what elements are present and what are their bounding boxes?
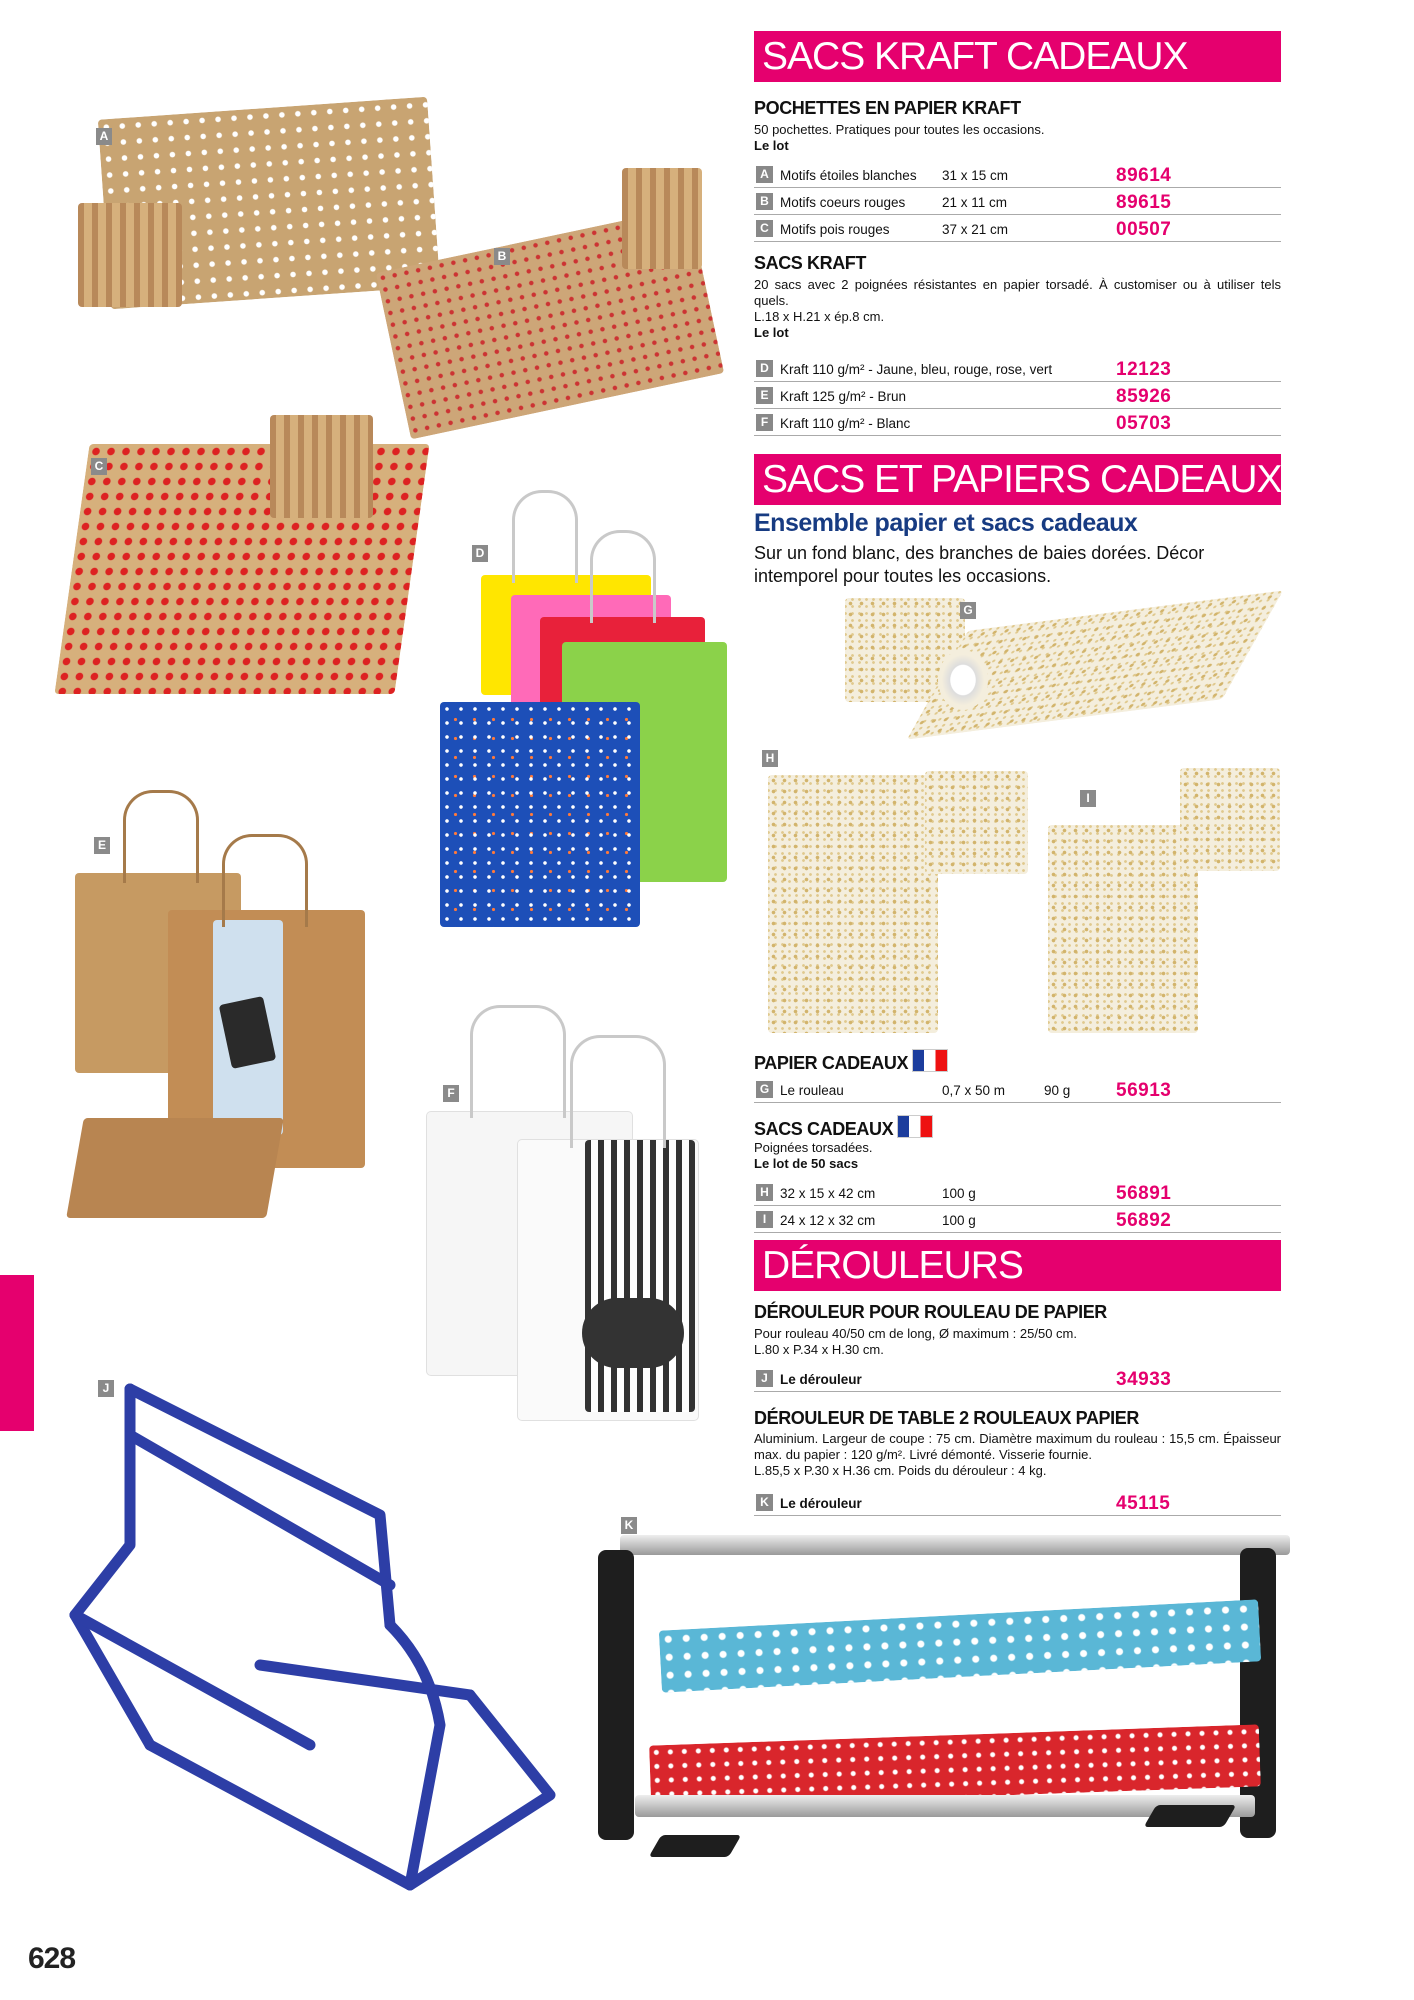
image-label-c: C xyxy=(91,458,107,475)
image-label-j: J xyxy=(98,1380,114,1397)
row-label: Motifs étoiles blanches xyxy=(780,168,917,183)
row-code: G xyxy=(756,1081,773,1098)
row-weight: 90 g xyxy=(1044,1083,1071,1098)
derouleur-rouleau-desc xyxy=(754,1326,1281,1358)
image-label-g: G xyxy=(960,602,976,619)
product-row xyxy=(754,217,1281,242)
row-code: B xyxy=(756,193,773,210)
pochettes-desc xyxy=(754,122,1281,154)
row-code: D xyxy=(756,360,773,377)
section-tab-marker xyxy=(0,1275,34,1431)
row-weight: 100 g xyxy=(942,1186,976,1201)
row-reference: 89614 xyxy=(1116,165,1172,186)
pochettes-lot: Le lot xyxy=(754,138,789,153)
page-number: 628 xyxy=(28,1942,76,1975)
sacs-cadeaux-title-text: SACS CADEAUX xyxy=(754,1119,894,1139)
row-code: I xyxy=(756,1211,773,1228)
pochettes-title: POCHETTES EN PAPIER KRAFT xyxy=(754,98,1021,118)
row-reference: 89615 xyxy=(1116,192,1172,213)
row-code: E xyxy=(756,387,773,404)
row-label: 24 x 12 x 32 cm xyxy=(780,1213,876,1228)
france-flag-icon xyxy=(897,1115,933,1138)
row-dimension: 31 x 15 cm xyxy=(942,168,1009,183)
image-label-a: A xyxy=(96,128,112,145)
sacs-cadeaux-title xyxy=(754,1115,933,1140)
row-label: Motifs pois rouges xyxy=(780,222,890,237)
papier-cadeaux-title xyxy=(754,1049,948,1074)
row-weight: 100 g xyxy=(942,1213,976,1228)
row-reference: 34933 xyxy=(1116,1369,1172,1390)
derouleur-table-dimensions: L.85,5 x P.30 x H.36 cm. Poids du dérouleur : 4 kg. xyxy=(754,1463,1047,1478)
row-code: H xyxy=(756,1184,773,1201)
sacs-kraft-desc xyxy=(754,277,1281,341)
derouleur-table-title: DÉROULEUR DE TABLE 2 ROULEAUX PAPIER xyxy=(754,1408,1139,1428)
sacs-kraft-desc-text: 20 sacs avec 2 poignées résistantes en papier torsadé. À customiser ou à utiliser tels quels. xyxy=(754,277,1281,308)
image-label-f: F xyxy=(443,1085,459,1102)
row-dimension: 0,7 x 50 m xyxy=(942,1083,1006,1098)
sacs-kraft-title: SACS KRAFT xyxy=(754,253,866,273)
row-reference: 56891 xyxy=(1116,1183,1172,1204)
product-row xyxy=(754,1367,1281,1392)
image-label-d: D xyxy=(472,545,488,562)
row-label: Kraft 110 g/m² - Blanc xyxy=(780,416,911,431)
pochettes-desc-text: 50 pochettes. Pratiques pour toutes les occasions. xyxy=(754,122,1045,137)
derouleur-rouleau-dimensions: L.80 x P.34 x H.30 cm. xyxy=(754,1342,884,1357)
derouleur-table-desc-text: Aluminium. Largeur de coupe : 75 cm. Diamètre maximum du rouleau : 15,5 cm. Épaisseur max. du papier : 120 g/m². Livré démonté. Visserie fournie. xyxy=(754,1431,1281,1462)
row-label: 32 x 15 x 42 cm xyxy=(780,1186,876,1201)
row-dimension: 21 x 11 cm xyxy=(942,195,1008,210)
france-flag-icon xyxy=(912,1049,948,1072)
row-reference: 12123 xyxy=(1116,359,1172,380)
image-label-b: B xyxy=(494,248,510,265)
row-code: K xyxy=(756,1494,773,1511)
product-row xyxy=(754,1181,1281,1206)
image-label-h: H xyxy=(762,750,778,767)
product-row xyxy=(754,357,1281,382)
image-label-e: E xyxy=(94,837,110,854)
row-label: Kraft 110 g/m² - Jaune, bleu, rouge, rose, vert xyxy=(780,362,1053,377)
product-row xyxy=(754,411,1281,436)
banner-derouleurs: DÉROULEURS xyxy=(754,1240,1281,1291)
image-label-i: I xyxy=(1080,790,1096,807)
product-row xyxy=(754,1491,1281,1516)
papier-cadeaux-title-text: PAPIER CADEAUX xyxy=(754,1053,909,1073)
row-reference: 45115 xyxy=(1116,1493,1171,1514)
row-label: Kraft 125 g/m² - Brun xyxy=(780,389,907,404)
row-code: A xyxy=(756,166,773,183)
image-label-k: K xyxy=(621,1517,637,1534)
cadeaux-subtitle: Ensemble papier et sacs cadeaux xyxy=(754,509,1138,537)
row-label: Motifs coeurs rouges xyxy=(780,195,906,210)
sacs-cadeaux-desc xyxy=(754,1140,1281,1172)
row-dimension: 37 x 21 cm xyxy=(942,222,1009,237)
row-reference: 05703 xyxy=(1116,413,1172,434)
row-reference: 85926 xyxy=(1116,386,1172,407)
product-row xyxy=(754,384,1281,409)
row-label: Le rouleau xyxy=(780,1083,844,1098)
row-reference: 56892 xyxy=(1116,1210,1172,1231)
row-code: C xyxy=(756,220,773,237)
row-label: Le dérouleur xyxy=(780,1496,862,1511)
banner-sacs-kraft: SACS KRAFT CADEAUX xyxy=(754,31,1281,82)
product-row xyxy=(754,1078,1281,1103)
derouleur-rouleau-title: DÉROULEUR POUR ROULEAU DE PAPIER xyxy=(754,1302,1107,1322)
derouleur-rouleau-desc-text: Pour rouleau 40/50 cm de long, Ø maximum : 25/50 cm. xyxy=(754,1326,1077,1341)
row-label: Le dérouleur xyxy=(780,1372,862,1387)
derouleur-table-desc xyxy=(754,1431,1281,1479)
banner-sacs-papiers-cadeaux: SACS ET PAPIERS CADEAUX xyxy=(754,454,1281,505)
sacs-cadeaux-lot: Le lot de 50 sacs xyxy=(754,1156,859,1171)
sacs-kraft-dimensions: L.18 x H.21 x ép.8 cm. xyxy=(754,309,885,324)
row-reference: 56913 xyxy=(1116,1080,1172,1101)
row-code: J xyxy=(756,1370,773,1387)
cadeaux-intro: Sur un fond blanc, des branches de baies dorées. Décor intemporel pour toutes les occasions. xyxy=(754,543,1205,586)
row-reference: 00507 xyxy=(1116,219,1172,240)
sacs-kraft-lot: Le lot xyxy=(754,325,789,340)
product-row xyxy=(754,190,1281,215)
product-row xyxy=(754,163,1281,188)
product-row xyxy=(754,1208,1281,1233)
sacs-cadeaux-desc-text: Poignées torsadées. xyxy=(754,1140,873,1155)
row-code: F xyxy=(756,414,773,431)
